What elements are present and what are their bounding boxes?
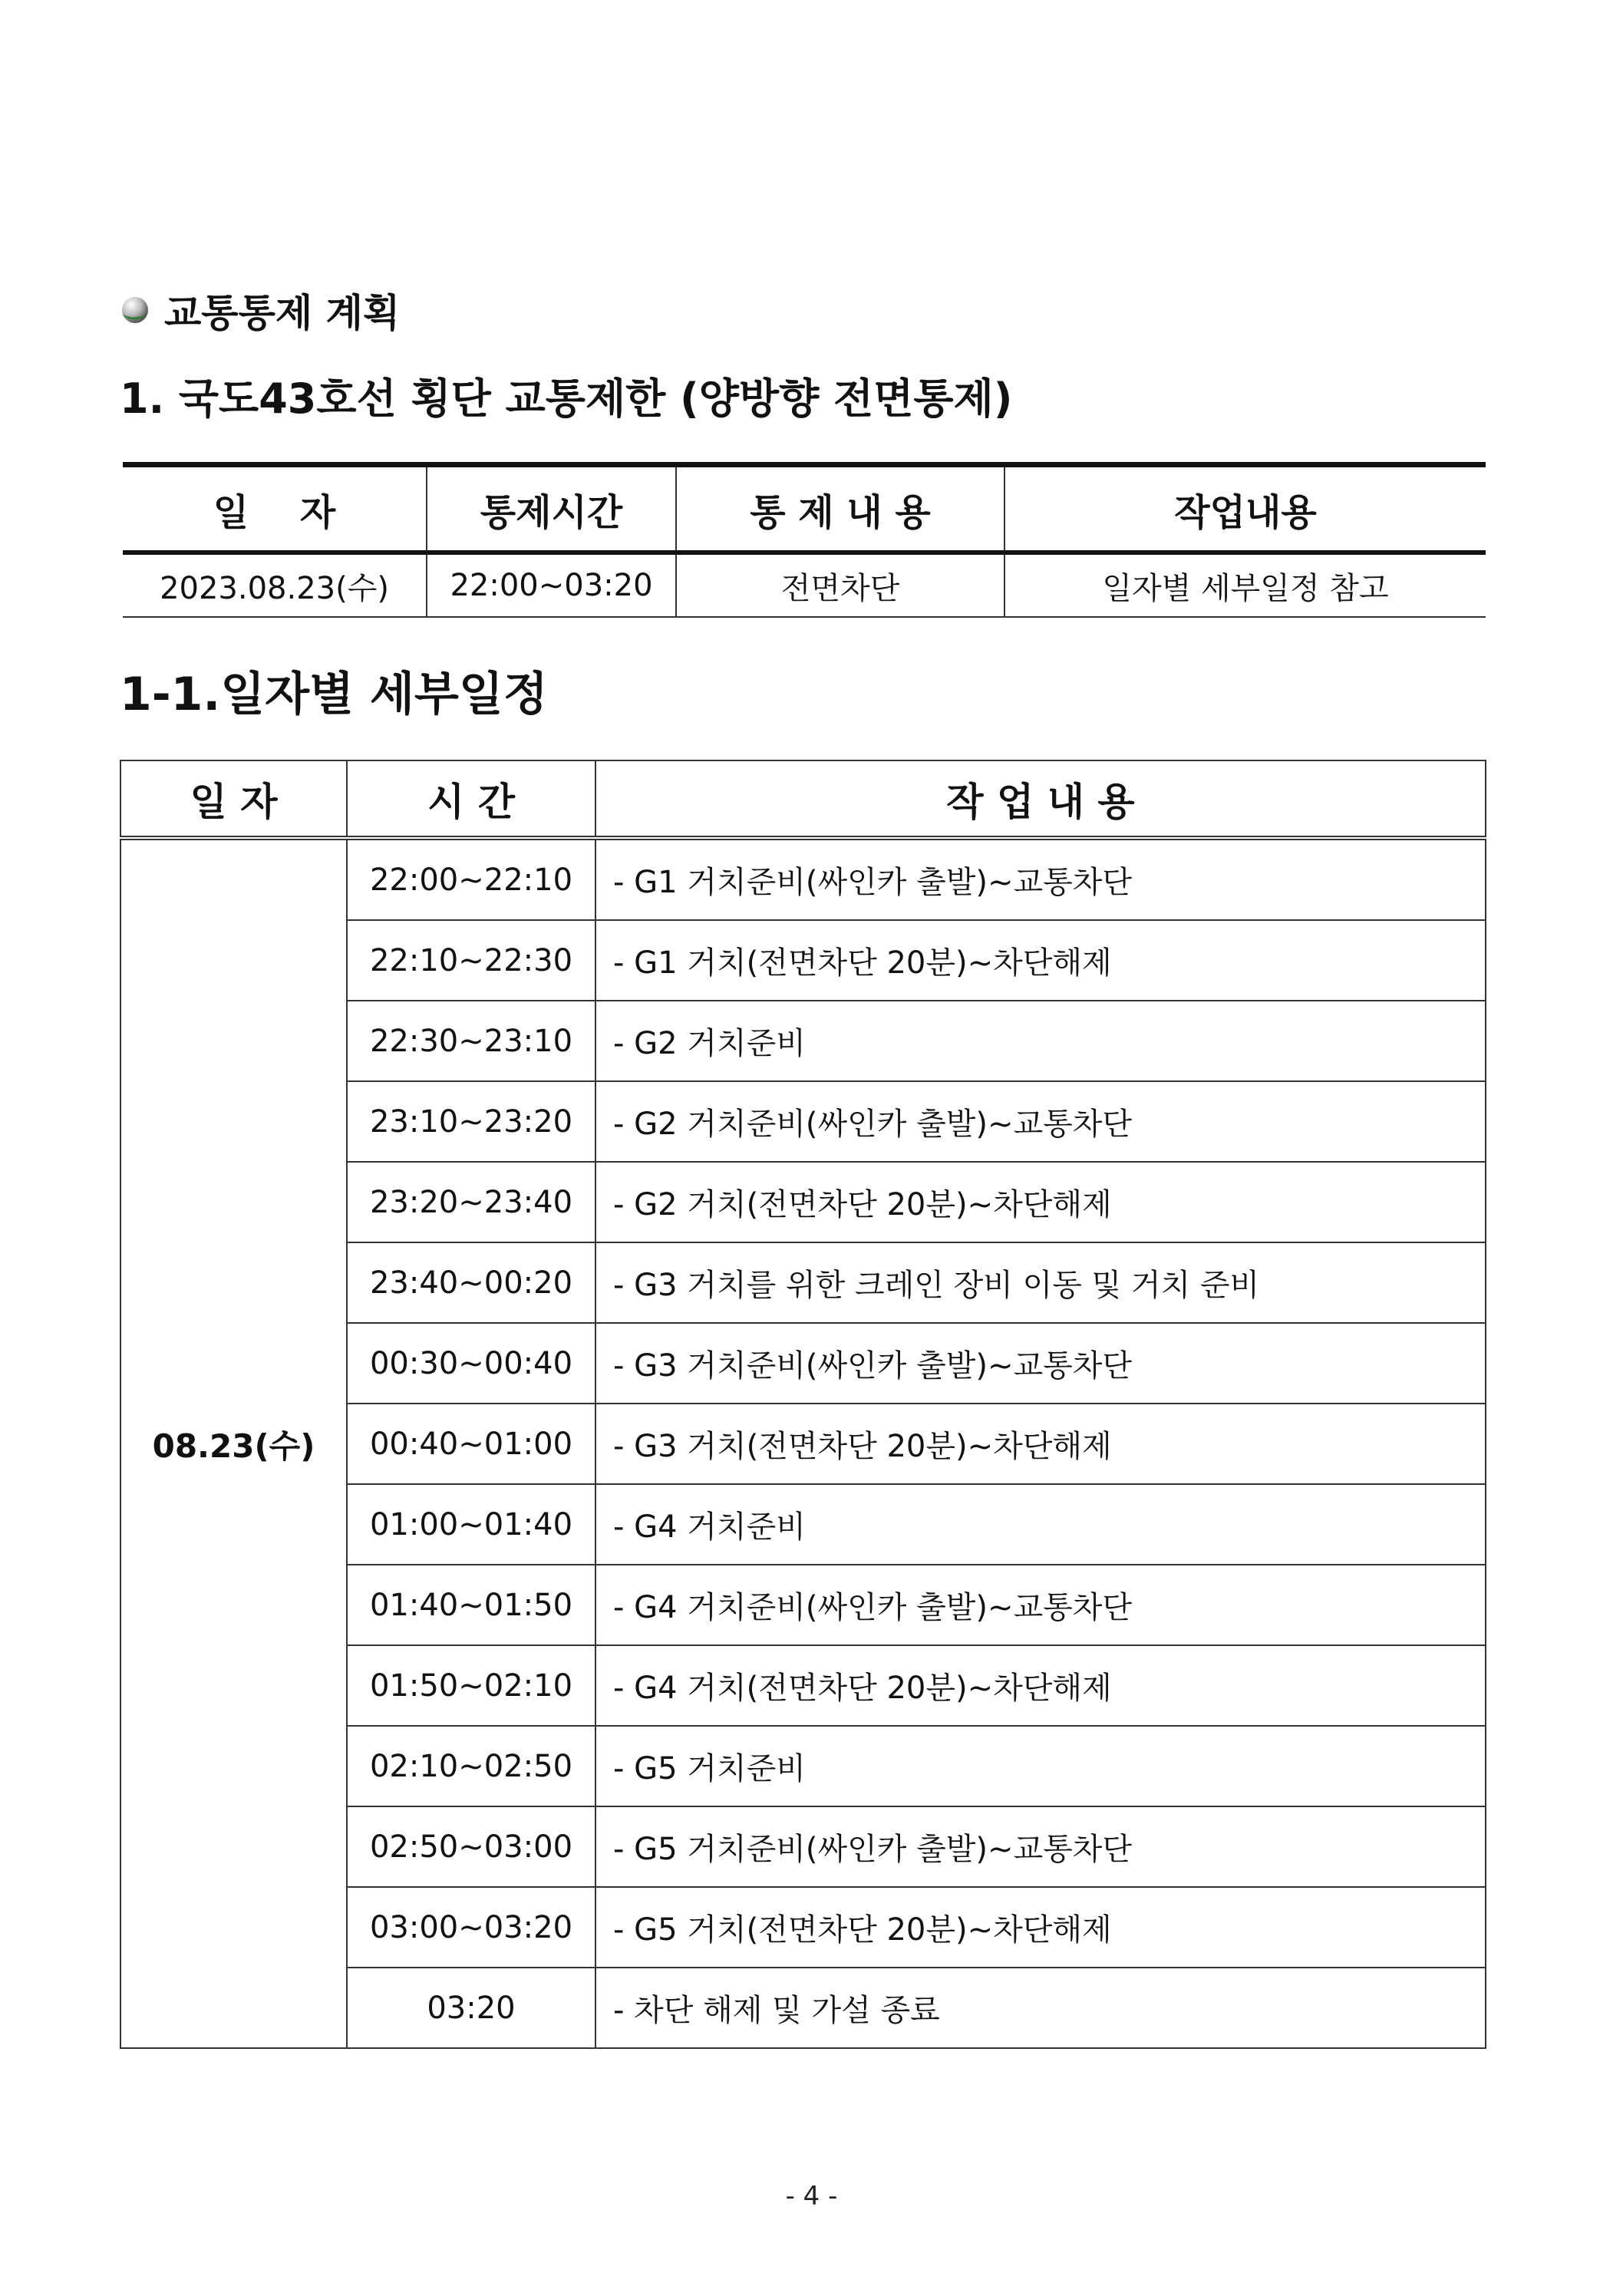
detail-schedule-table (120, 760, 1486, 2049)
header-date: 일 자 (120, 760, 347, 838)
cell-time: 23:10~23:20 (347, 1081, 595, 1162)
header-work-content: 작업내용 (1004, 465, 1486, 553)
cell-task: - G3 거치를 위한 크레인 장비 이동 및 거치 준비 (595, 1242, 1486, 1323)
cell-time: 01:50~02:10 (347, 1645, 595, 1726)
cell-task: - G1 거치(전면차단 20분)~차단해제 (595, 920, 1486, 1001)
cell-time: 01:40~01:50 (347, 1565, 595, 1645)
cell-work-content: 일자별 세부일정 참고 (1004, 553, 1486, 617)
sphere-bullet-icon (120, 295, 150, 325)
cell-control-time: 22:00~03:20 (427, 553, 676, 617)
cell-task: - G2 거치(전면차단 20분)~차단해제 (595, 1162, 1486, 1242)
cell-date: 2023.08.23(수) (123, 553, 427, 617)
cell-time: 00:40~01:00 (347, 1404, 595, 1484)
table-row (120, 838, 1486, 920)
section-title: 교통통제 계획 (164, 291, 401, 335)
cell-task: - 차단 해제 및 가설 종료 (595, 1968, 1486, 2048)
cell-task: - G4 거치준비 (595, 1484, 1486, 1565)
cell-time: 22:30~23:10 (347, 1001, 595, 1081)
cell-task: - G4 거치(전면차단 20분)~차단해제 (595, 1645, 1486, 1726)
cell-task: - G2 거치준비(싸인카 출발)~교통차단 (595, 1081, 1486, 1162)
cell-task: - G3 거치(전면차단 20분)~차단해제 (595, 1404, 1486, 1484)
header-date: 일 자 (123, 465, 427, 553)
cell-time: 00:30~00:40 (347, 1323, 595, 1404)
table-row (123, 553, 1486, 617)
page-number: - 4 - (785, 2181, 838, 2212)
cell-time: 03:00~03:20 (347, 1887, 595, 1968)
cell-time: 23:40~00:20 (347, 1242, 595, 1323)
cell-time: 01:00~01:40 (347, 1484, 595, 1565)
cell-time: 22:10~22:30 (347, 920, 595, 1001)
header-time: 시 간 (347, 760, 595, 838)
cell-task: - G5 거치(전면차단 20분)~차단해제 (595, 1887, 1486, 1968)
control-summary-table (123, 462, 1486, 618)
table-header-row (120, 760, 1486, 838)
header-control-time: 통제시간 (427, 465, 676, 553)
cell-time: 02:10~02:50 (347, 1726, 595, 1806)
cell-task: - G5 거치준비 (595, 1726, 1486, 1806)
cell-time: 02:50~03:00 (347, 1806, 595, 1887)
header-control-content: 통 제 내 용 (676, 465, 1004, 553)
heading-2: 1-1.일자별 세부일정 (120, 668, 548, 721)
cell-task: - G2 거치준비 (595, 1001, 1486, 1081)
cell-time: 23:20~23:40 (347, 1162, 595, 1242)
heading-1: 1. 국도43호선 횡단 교통제한 (양방향 전면통제) (120, 374, 1013, 423)
cell-task: - G5 거치준비(싸인카 출발)~교통차단 (595, 1806, 1486, 1887)
header-work: 작 업 내 용 (595, 760, 1486, 838)
cell-time: 22:00~22:10 (347, 838, 595, 920)
cell-date: 08.23(수) (120, 838, 347, 2048)
cell-time: 03:20 (347, 1968, 595, 2048)
cell-task: - G4 거치준비(싸인카 출발)~교통차단 (595, 1565, 1486, 1645)
cell-task: - G1 거치준비(싸인카 출발)~교통차단 (595, 838, 1486, 920)
table-header-row (123, 465, 1486, 553)
section-heading (120, 279, 400, 341)
cell-task: - G3 거치준비(싸인카 출발)~교통차단 (595, 1323, 1486, 1404)
cell-control-content: 전면차단 (676, 553, 1004, 617)
